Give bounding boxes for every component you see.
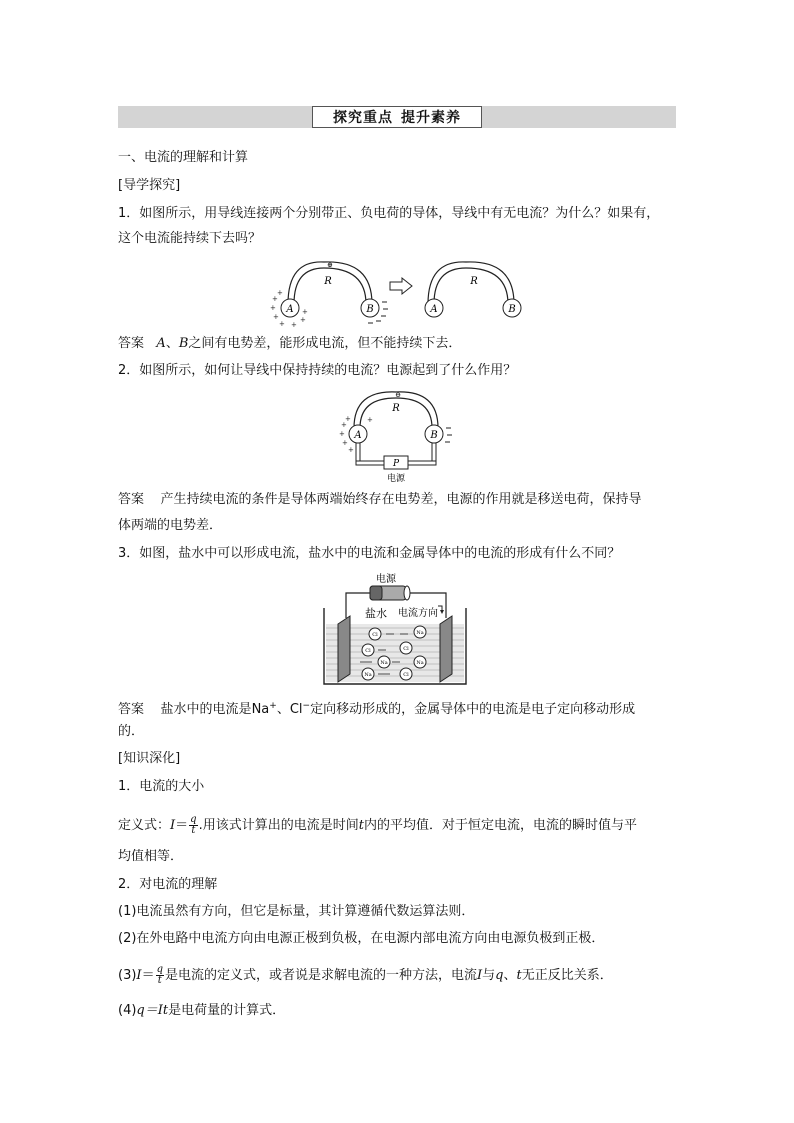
svg-text:+: + bbox=[279, 320, 285, 328]
q3-answer-label: 答案 bbox=[118, 702, 145, 717]
fig1-label-a2: A bbox=[430, 304, 438, 315]
k1-def-t: t bbox=[358, 818, 364, 833]
svg-text:+: + bbox=[345, 415, 351, 423]
svg-text:+: + bbox=[348, 446, 354, 454]
figure-charged-conductors bbox=[262, 256, 534, 328]
svg-text:+: + bbox=[341, 421, 347, 429]
k1-formula-i: I bbox=[170, 818, 176, 833]
k2-item3-mid: 是电流的定义式，或者说是求解电流的一种方法，电流 bbox=[164, 968, 477, 983]
section-title: 一、电流的理解和计算 bbox=[118, 150, 249, 165]
svg-text:Na: Na bbox=[416, 660, 424, 666]
k1-line2: 均值相等． bbox=[118, 849, 184, 864]
k2-item4-formula: q＝It bbox=[136, 1003, 169, 1018]
svg-text:Cl: Cl bbox=[365, 648, 371, 654]
fig3-direction-label: 电流方向 bbox=[398, 608, 438, 619]
k1-frac-q: q bbox=[190, 814, 197, 825]
fig1-label-r2: R bbox=[470, 276, 478, 287]
svg-text:+: + bbox=[300, 316, 306, 324]
svg-text:+: + bbox=[291, 321, 297, 328]
k2-item1: (1)电流虽然有方向，但它是标量，其计算遵循代数运算法则． bbox=[118, 904, 475, 919]
q1-answer-a: A bbox=[156, 336, 166, 351]
q2-line1: 2．如图所示，如何让导线中保持持续的电流？电源起到了什么作用？ bbox=[118, 363, 517, 378]
fig2-label-b: B bbox=[430, 430, 438, 441]
k2-item4-prefix: (4) bbox=[118, 1003, 137, 1018]
q2-answer-label: 答案 bbox=[118, 492, 145, 507]
fig2-label-r: R bbox=[392, 403, 400, 414]
k2-item3-i2: I bbox=[477, 968, 483, 983]
k1-def-rest: 内的平均值．对于恒定电流，电流的瞬时值与平 bbox=[363, 818, 637, 833]
svg-text:+: + bbox=[273, 313, 279, 321]
svg-text:+: + bbox=[367, 416, 373, 424]
q3-answer-post: 定向移动形成的，金属导体中的电流是电子定向移动形成 bbox=[310, 702, 636, 717]
q2-answer-line2: 体两端的电势差． bbox=[118, 518, 223, 533]
q3-answer-line1 bbox=[118, 698, 635, 718]
fig2-minus-charges bbox=[445, 428, 452, 442]
q1-line2: 这个电流能持续下去吗？ bbox=[118, 231, 262, 246]
k2-item4-rest: 是电荷量的计算式． bbox=[168, 1003, 286, 1018]
k1-formula-eq: ＝ bbox=[175, 818, 189, 833]
q3-cl: Cl bbox=[289, 702, 303, 717]
k2-item3-i: I bbox=[136, 968, 142, 983]
q1-answer-label: 答案 bbox=[118, 336, 145, 351]
k2-item3 bbox=[118, 965, 613, 986]
fig1-label-r: R bbox=[324, 276, 332, 287]
fig1-label-b: B bbox=[366, 304, 374, 315]
q1-line1: 1．如图所示，用导线连接两个分别带正、负电荷的导体，导线中有无电流？为什么？如果有， bbox=[118, 206, 660, 221]
k2-item3-with: 与 bbox=[482, 968, 496, 983]
k2-item4 bbox=[118, 1003, 285, 1019]
svg-text:Cl: Cl bbox=[372, 632, 378, 638]
fig1-label-a: A bbox=[286, 304, 294, 315]
q3-line1: 3．如图，盐水中可以形成电流，盐水中的电流和金属导体中的电流的形成有什么不同？ bbox=[118, 546, 621, 561]
k1-frac-t: t bbox=[191, 825, 196, 836]
q2-answer-line1 bbox=[118, 492, 642, 508]
k2-item3-rest: 无正反比关系． bbox=[521, 968, 613, 983]
k2-item3-comma: 、 bbox=[503, 968, 517, 983]
k1-def-prefix: 定义式： bbox=[118, 818, 171, 833]
svg-text:Cl: Cl bbox=[403, 646, 409, 652]
fig3-source-label: 电源 bbox=[376, 574, 396, 585]
q1-answer-b: B bbox=[178, 336, 189, 351]
svg-text:+: + bbox=[272, 295, 278, 303]
svg-text:+: + bbox=[302, 308, 308, 316]
q1-answer-rest: 之间有电势差，能形成电流，但不能持续下去． bbox=[188, 336, 462, 351]
deepen-label: [知识深化] bbox=[118, 751, 181, 766]
k2-title: 2．对电流的理解 bbox=[118, 877, 218, 892]
figure-circuit-with-source bbox=[336, 386, 460, 484]
svg-text:Cl: Cl bbox=[403, 672, 409, 678]
banner-part1: 探究重点 bbox=[333, 110, 393, 126]
q3-na-sup: + bbox=[269, 701, 277, 711]
svg-text:+: + bbox=[342, 439, 348, 447]
svg-text:Na: Na bbox=[416, 630, 424, 636]
k1-fraction bbox=[189, 815, 197, 836]
q1-answer-sep: 、 bbox=[165, 336, 179, 351]
k2-item3-prefix: (3) bbox=[118, 968, 137, 983]
k2-item2: (2)在外电路中电流方向由电源正极到负极，在电源内部电流方向由电源负极到正极． bbox=[118, 931, 605, 946]
svg-text:+: + bbox=[339, 430, 345, 438]
section-banner-title bbox=[312, 106, 482, 128]
q3-sep: 、 bbox=[276, 702, 290, 717]
q3-na: Na bbox=[251, 702, 270, 717]
svg-text:⊖: ⊖ bbox=[395, 391, 401, 399]
fig2-source-label: 电源 bbox=[386, 474, 406, 484]
k1-definition bbox=[118, 815, 637, 836]
q2-answer-text: 产生持续电流的条件是导体两端始终存在电势差，电源的作用就是移送电荷，保持导 bbox=[160, 492, 642, 507]
k1-def-mid: .用该式计算出的电流是时间 bbox=[198, 818, 359, 833]
fig2-label-a: A bbox=[354, 430, 362, 441]
svg-text:Na: Na bbox=[380, 660, 388, 666]
q3-answer-line2: 的． bbox=[118, 724, 145, 739]
figure-saltwater-current bbox=[320, 572, 474, 688]
q1-answer bbox=[118, 336, 461, 352]
fig1-top-arrow: ⊕ bbox=[327, 261, 333, 269]
k2-item3-frac-q: q bbox=[156, 964, 163, 975]
svg-text:Na: Na bbox=[364, 672, 372, 678]
q3-cl-sup: − bbox=[302, 701, 311, 711]
k2-item3-fraction bbox=[156, 965, 164, 986]
k2-item3-q2: q bbox=[495, 968, 504, 983]
fig1-label-b2: B bbox=[508, 304, 516, 315]
k2-item3-t2: t bbox=[516, 968, 522, 983]
k2-item3-eq: ＝ bbox=[141, 968, 155, 983]
q3-answer-pre: 盐水中的电流是 bbox=[160, 702, 252, 717]
inquiry-label: [导学探究] bbox=[118, 178, 181, 193]
fig3-saltwater-label: 盐水 bbox=[365, 607, 387, 620]
k1-title: 1．电流的大小 bbox=[118, 779, 205, 794]
banner-part2: 提升素养 bbox=[401, 110, 461, 126]
k2-item3-frac-t: t bbox=[157, 975, 162, 986]
svg-text:+: + bbox=[270, 304, 276, 312]
fig2-label-p: P bbox=[392, 459, 400, 469]
svg-text:+: + bbox=[277, 289, 283, 297]
